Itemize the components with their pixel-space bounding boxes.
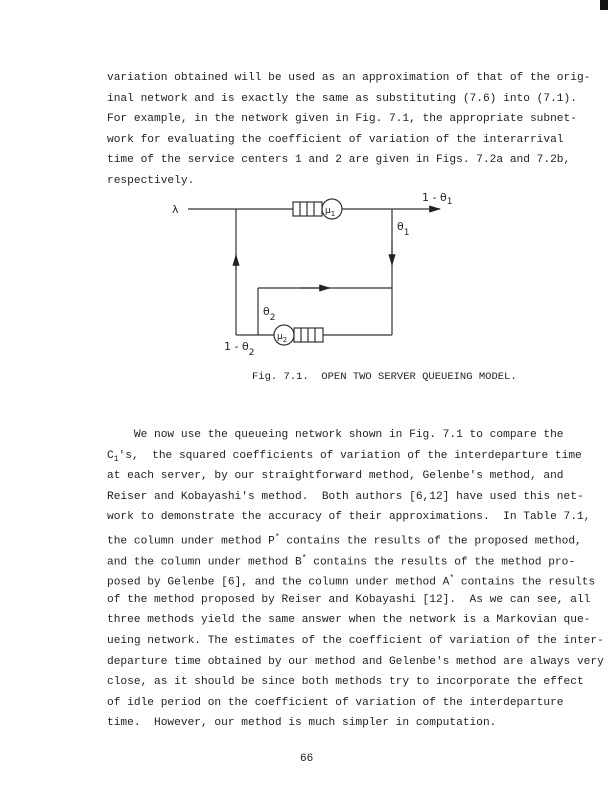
exit-prob-label: $1 - \theta_1$ xyxy=(422,191,453,207)
page-number: 66 xyxy=(300,753,314,765)
text-line: inal network and is exactly the same as substituting (7.6) into (7.1). xyxy=(107,92,577,105)
text-line: ueing network. The estimates of the coefficient of variation of the inter- xyxy=(107,634,604,647)
text-line: respectively. xyxy=(107,174,195,187)
text-line: close, as it should be since both methods try to incorporate the effect xyxy=(107,676,584,689)
text-line: and the column under method B* contains the results of the method pro- xyxy=(107,553,576,569)
text-line: For example, in the network given in Fig. 7.1, the appropriate subnet- xyxy=(107,113,577,126)
text-line: at each server, by our straightforward method, Gelenbe's method, and xyxy=(107,470,564,483)
text-line: three methods yield the same answer when the network is a Markovian que- xyxy=(107,614,591,627)
text-line: variation obtained will be used as an approximation of that of the orig- xyxy=(107,72,591,84)
figure-caption: Fig. 7.1. OPEN TWO SERVER QUEUEING MODEL. xyxy=(252,371,517,383)
text-line: posed by Gelenbe [6], and the column under method A* contains the results xyxy=(107,574,596,589)
return-prob-label: $1 - \theta_2$ xyxy=(224,340,255,358)
mu2-label: $\mu_2$ xyxy=(277,332,288,344)
text-line: of the method proposed by Reiser and Kobayashi [12]. As we can see, all xyxy=(107,593,591,606)
lambda-label: λ xyxy=(172,203,179,216)
text-line: the column under method P* contains the results of the proposed method, xyxy=(107,532,582,548)
text-line: work to demonstrate the accuracy of their approximations. In Table 7.1, xyxy=(107,511,591,524)
text-line: departure time obtained by our method and Gelenbe's method are always very xyxy=(107,655,604,668)
text-line: time. However, our method is much simpler in computation. xyxy=(107,717,497,730)
text-line: We now use the queueing network shown in Fig. 7.1 to compare the xyxy=(107,429,564,441)
theta2-label: $\theta_2$ xyxy=(263,305,276,323)
mu1-label: $\mu_1$ xyxy=(325,206,336,218)
paragraph-2 xyxy=(107,425,604,734)
text-line: $C_1's$, the squared coefficients of variation of the interdeparture time xyxy=(107,449,582,464)
text-line: work for evaluating the coefficient of variation of the interarrival xyxy=(107,133,564,146)
theta1-label: $\theta_1$ xyxy=(397,220,410,238)
text-line: time of the service centers 1 and 2 are given in Figs. 7.2a and 7.2b, xyxy=(107,154,571,167)
text-line: of idle period on the coefficient of variation of the interdeparture xyxy=(107,696,564,709)
text-line: Reiser and Kobayashi's method. Both authors [6,12] have used this net- xyxy=(107,490,584,503)
